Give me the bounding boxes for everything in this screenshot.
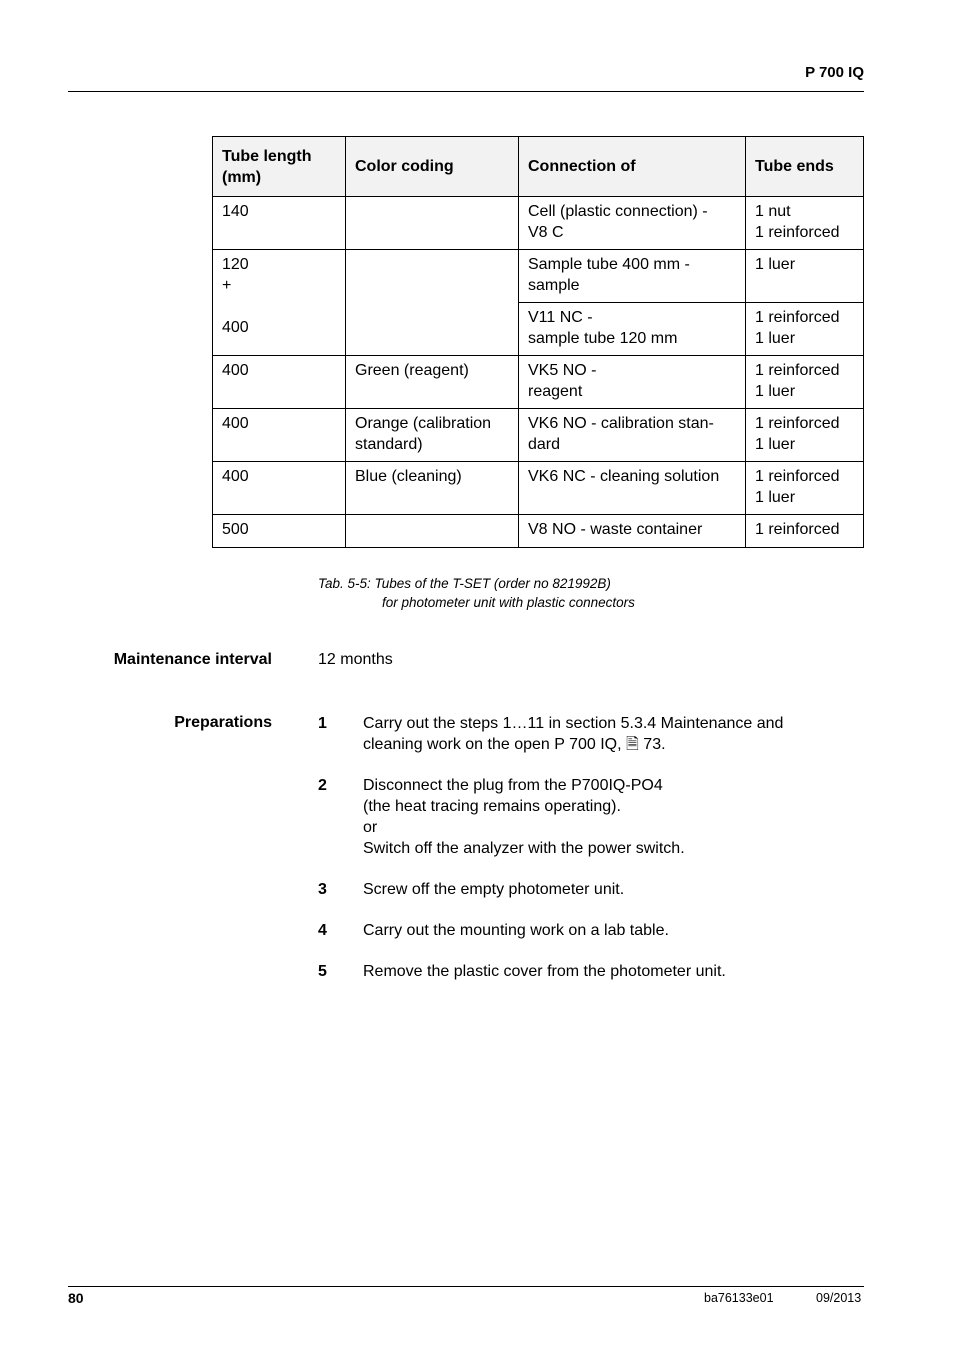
cell-ends: 1 reinforced <box>746 515 864 548</box>
step-number: 2 <box>318 777 327 794</box>
header-color-coding: Color coding <box>346 137 519 197</box>
page-header-title: P 700 IQ <box>805 64 864 81</box>
cell-connection: V11 NC - sample tube 120 mm <box>519 303 746 356</box>
cell-color: Blue (cleaning) <box>346 462 519 515</box>
preparations-label: Preparations <box>174 714 272 731</box>
table-row <box>213 356 864 409</box>
header-tube-ends: Tube ends <box>746 137 864 197</box>
step-text: Screw off the empty photometer unit. <box>363 881 625 898</box>
preparation-steps <box>318 713 858 1002</box>
caption-line-2: for photometer unit with plastic connectors <box>382 595 635 610</box>
cell-color <box>346 250 519 356</box>
cell-connection: Sample tube 400 mm - sample <box>519 250 746 303</box>
table-row <box>213 515 864 548</box>
header-connection-of: Connection of <box>519 137 746 197</box>
cell-connection: Cell (plastic connection) - V8 C <box>519 197 746 250</box>
cell-ends: 1 reinforced 1 luer <box>746 462 864 515</box>
table-row <box>213 250 864 303</box>
cell-ends: 1 luer <box>746 250 864 303</box>
table-row <box>213 197 864 250</box>
table-row <box>213 409 864 462</box>
cell-length: 400 <box>213 462 346 515</box>
step-number: 3 <box>318 881 327 898</box>
cell-color: Orange (calibration standard) <box>346 409 519 462</box>
document-id: ba76133e01 <box>704 1291 774 1305</box>
footer-rule <box>68 1286 864 1287</box>
cell-ends: 1 reinforced 1 luer <box>746 303 864 356</box>
list-item <box>318 879 858 900</box>
step-number: 1 <box>318 715 327 732</box>
table-row <box>213 462 864 515</box>
page-number: 80 <box>68 1290 84 1306</box>
cell-length: 140 <box>213 197 346 250</box>
step-number: 5 <box>318 963 327 980</box>
cell-length: 500 <box>213 515 346 548</box>
maintenance-interval-value: 12 months <box>318 651 393 668</box>
cell-ends: 1 nut 1 reinforced <box>746 197 864 250</box>
list-item <box>318 775 858 859</box>
header-rule <box>68 91 864 92</box>
list-item <box>318 713 858 755</box>
cell-color <box>346 197 519 250</box>
step-text: Disconnect the plug from the P700IQ-PO4 (the heat tracing remains operating). or Switch off the analyzer with the power switch. <box>363 777 685 857</box>
cell-ends: 1 reinforced 1 luer <box>746 409 864 462</box>
tubes-table <box>212 136 864 548</box>
list-item <box>318 920 858 941</box>
maintenance-interval-label: Maintenance interval <box>113 651 272 668</box>
cell-color: Green (reagent) <box>346 356 519 409</box>
step-text: Carry out the steps 1…11 in section 5.3.4 Maintenance and cleaning work on the open P 700 IQ, 🗎 73. <box>363 715 784 753</box>
table-header-row <box>213 137 864 197</box>
cell-length: 400 <box>213 356 346 409</box>
cell-connection: VK5 NO - reagent <box>519 356 746 409</box>
document-date: 09/2013 <box>816 1291 862 1305</box>
step-text: Carry out the mounting work on a lab table. <box>363 922 669 939</box>
table-caption <box>318 574 635 612</box>
cell-connection: VK6 NC - cleaning solution <box>519 462 746 515</box>
cell-connection: V8 NO - waste container <box>519 515 746 548</box>
list-item <box>318 961 858 982</box>
cell-length: 120 + 400 <box>213 250 346 356</box>
cell-length: 400 <box>213 409 346 462</box>
cell-connection: VK6 NO - calibration stan- dard <box>519 409 746 462</box>
cell-color <box>346 515 519 548</box>
header-tube-length: Tube length (mm) <box>213 137 346 197</box>
cell-ends: 1 reinforced 1 luer <box>746 356 864 409</box>
step-number: 4 <box>318 922 327 939</box>
step-text: Remove the plastic cover from the photometer unit. <box>363 963 726 980</box>
caption-line-1: Tab. 5-5: Tubes of the T-SET (order no 821992B) <box>318 576 611 591</box>
